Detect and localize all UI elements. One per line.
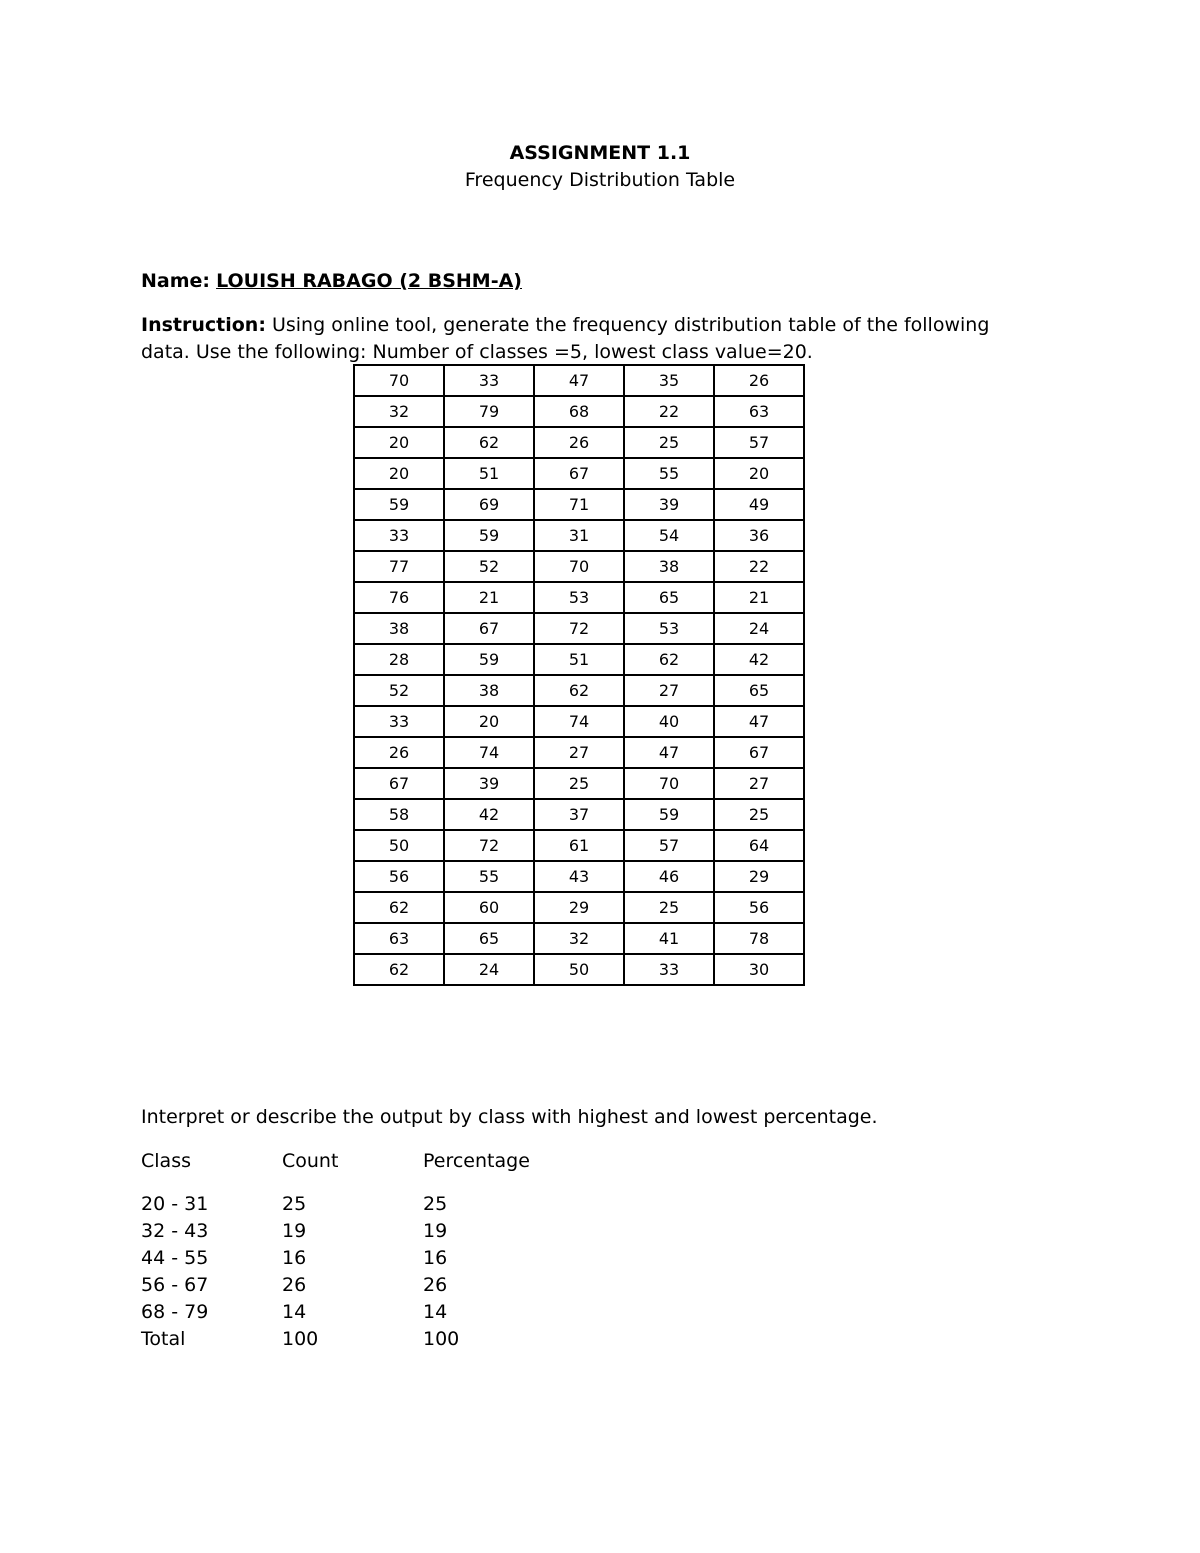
table-cell: 52 <box>354 675 444 706</box>
table-cell: 65 <box>714 675 804 706</box>
table-cell: 47 <box>534 365 624 396</box>
table-cell: 33 <box>624 954 714 985</box>
table-cell: 51 <box>534 644 624 675</box>
table-cell: 38 <box>354 613 444 644</box>
table-cell: 27 <box>714 768 804 799</box>
table-cell: 67 <box>534 458 624 489</box>
table-row <box>354 365 804 396</box>
table-cell: 22 <box>624 396 714 427</box>
table-cell: 28 <box>354 644 444 675</box>
frequency-class: Total <box>141 1328 186 1350</box>
table-cell: 25 <box>714 799 804 830</box>
table-cell: 52 <box>444 551 534 582</box>
table-cell: 38 <box>624 551 714 582</box>
table-cell: 22 <box>714 551 804 582</box>
table-cell: 72 <box>444 830 534 861</box>
frequency-class: 56 - 67 <box>141 1274 209 1296</box>
table-cell: 58 <box>354 799 444 830</box>
frequency-count: 25 <box>282 1193 307 1215</box>
table-row <box>354 396 804 427</box>
table-cell: 50 <box>534 954 624 985</box>
table-cell: 61 <box>534 830 624 861</box>
table-cell: 20 <box>714 458 804 489</box>
table-cell: 59 <box>624 799 714 830</box>
table-cell: 59 <box>354 489 444 520</box>
table-cell: 27 <box>624 675 714 706</box>
table-cell: 20 <box>354 427 444 458</box>
table-row <box>354 892 804 923</box>
table-cell: 26 <box>534 427 624 458</box>
table-cell: 54 <box>624 520 714 551</box>
raw-data-table <box>353 364 805 986</box>
table-cell: 49 <box>714 489 804 520</box>
table-cell: 53 <box>534 582 624 613</box>
table-cell: 56 <box>354 861 444 892</box>
table-cell: 21 <box>444 582 534 613</box>
table-cell: 65 <box>444 923 534 954</box>
table-cell: 67 <box>354 768 444 799</box>
table-cell: 36 <box>714 520 804 551</box>
table-cell: 26 <box>354 737 444 768</box>
table-cell: 25 <box>624 427 714 458</box>
interpret-prompt: Interpret or describe the output by class with highest and lowest percentage. <box>141 1106 878 1128</box>
table-cell: 62 <box>534 675 624 706</box>
table-cell: 41 <box>624 923 714 954</box>
table-row <box>354 830 804 861</box>
name-value: LOUISH RABAGO (2 BSHM-A) <box>216 270 522 292</box>
frequency-header-percentage: Percentage <box>423 1150 530 1172</box>
table-cell: 70 <box>354 365 444 396</box>
table-cell: 37 <box>534 799 624 830</box>
table-cell: 47 <box>624 737 714 768</box>
table-row <box>354 799 804 830</box>
table-cell: 42 <box>714 644 804 675</box>
table-cell: 35 <box>624 365 714 396</box>
table-cell: 63 <box>714 396 804 427</box>
table-cell: 26 <box>714 365 804 396</box>
raw-data-body <box>354 365 804 985</box>
instruction-label: Instruction: <box>141 314 266 336</box>
document-subtitle: Frequency Distribution Table <box>464 169 736 191</box>
name-line <box>141 270 522 292</box>
table-cell: 57 <box>624 830 714 861</box>
table-row <box>354 644 804 675</box>
table-cell: 43 <box>534 861 624 892</box>
instruction-paragraph <box>141 312 1041 366</box>
table-cell: 40 <box>624 706 714 737</box>
table-cell: 72 <box>534 613 624 644</box>
frequency-count: 26 <box>282 1274 307 1296</box>
table-cell: 21 <box>714 582 804 613</box>
table-cell: 20 <box>444 706 534 737</box>
table-row <box>354 582 804 613</box>
table-cell: 25 <box>624 892 714 923</box>
table-row <box>354 489 804 520</box>
table-cell: 32 <box>354 396 444 427</box>
table-cell: 29 <box>714 861 804 892</box>
table-cell: 71 <box>534 489 624 520</box>
table-cell: 55 <box>624 458 714 489</box>
table-cell: 68 <box>534 396 624 427</box>
table-cell: 51 <box>444 458 534 489</box>
table-row <box>354 520 804 551</box>
table-cell: 39 <box>624 489 714 520</box>
table-cell: 42 <box>444 799 534 830</box>
table-cell: 64 <box>714 830 804 861</box>
table-cell: 70 <box>624 768 714 799</box>
table-cell: 39 <box>444 768 534 799</box>
frequency-header-count: Count <box>282 1150 339 1172</box>
frequency-count: 19 <box>282 1220 307 1242</box>
table-cell: 62 <box>624 644 714 675</box>
table-cell: 30 <box>714 954 804 985</box>
table-cell: 62 <box>354 954 444 985</box>
table-row <box>354 427 804 458</box>
table-cell: 67 <box>714 737 804 768</box>
table-cell: 53 <box>624 613 714 644</box>
table-cell: 46 <box>624 861 714 892</box>
table-cell: 63 <box>354 923 444 954</box>
table-cell: 38 <box>444 675 534 706</box>
table-cell: 62 <box>354 892 444 923</box>
table-cell: 78 <box>714 923 804 954</box>
table-cell: 50 <box>354 830 444 861</box>
frequency-percentage: 26 <box>423 1274 448 1296</box>
frequency-percentage: 25 <box>423 1193 448 1215</box>
table-row <box>354 737 804 768</box>
table-cell: 59 <box>444 520 534 551</box>
table-cell: 56 <box>714 892 804 923</box>
table-row <box>354 861 804 892</box>
table-cell: 29 <box>534 892 624 923</box>
table-cell: 47 <box>714 706 804 737</box>
table-cell: 57 <box>714 427 804 458</box>
table-cell: 67 <box>444 613 534 644</box>
frequency-percentage: 19 <box>423 1220 448 1242</box>
frequency-count: 16 <box>282 1247 307 1269</box>
table-row <box>354 675 804 706</box>
table-cell: 25 <box>534 768 624 799</box>
instruction-text: Using online tool, generate the frequency distribution table of the following data. Use the following: Number of classes =5, lowest class value=20. <box>141 314 990 363</box>
table-cell: 69 <box>444 489 534 520</box>
table-row <box>354 954 804 985</box>
table-row <box>354 923 804 954</box>
table-cell: 31 <box>534 520 624 551</box>
frequency-class: 68 - 79 <box>141 1301 209 1323</box>
table-row <box>354 458 804 489</box>
table-cell: 59 <box>444 644 534 675</box>
frequency-percentage: 14 <box>423 1301 448 1323</box>
table-row <box>354 706 804 737</box>
table-cell: 24 <box>714 613 804 644</box>
table-cell: 77 <box>354 551 444 582</box>
frequency-header-class: Class <box>141 1150 191 1172</box>
table-cell: 33 <box>444 365 534 396</box>
frequency-class: 20 - 31 <box>141 1193 209 1215</box>
frequency-class: 32 - 43 <box>141 1220 209 1242</box>
table-row <box>354 613 804 644</box>
table-cell: 62 <box>444 427 534 458</box>
table-cell: 70 <box>534 551 624 582</box>
table-cell: 79 <box>444 396 534 427</box>
table-cell: 55 <box>444 861 534 892</box>
document-title: ASSIGNMENT 1.1 <box>509 142 691 164</box>
table-cell: 24 <box>444 954 534 985</box>
frequency-count: 100 <box>282 1328 319 1350</box>
table-cell: 33 <box>354 706 444 737</box>
table-row <box>354 768 804 799</box>
table-cell: 27 <box>534 737 624 768</box>
table-cell: 33 <box>354 520 444 551</box>
frequency-percentage: 100 <box>423 1328 460 1350</box>
frequency-class: 44 - 55 <box>141 1247 209 1269</box>
table-cell: 76 <box>354 582 444 613</box>
name-label: Name: <box>141 270 211 292</box>
frequency-count: 14 <box>282 1301 307 1323</box>
table-cell: 74 <box>534 706 624 737</box>
table-row <box>354 551 804 582</box>
table-cell: 60 <box>444 892 534 923</box>
table-cell: 32 <box>534 923 624 954</box>
table-cell: 74 <box>444 737 534 768</box>
table-cell: 20 <box>354 458 444 489</box>
table-cell: 65 <box>624 582 714 613</box>
frequency-percentage: 16 <box>423 1247 448 1269</box>
